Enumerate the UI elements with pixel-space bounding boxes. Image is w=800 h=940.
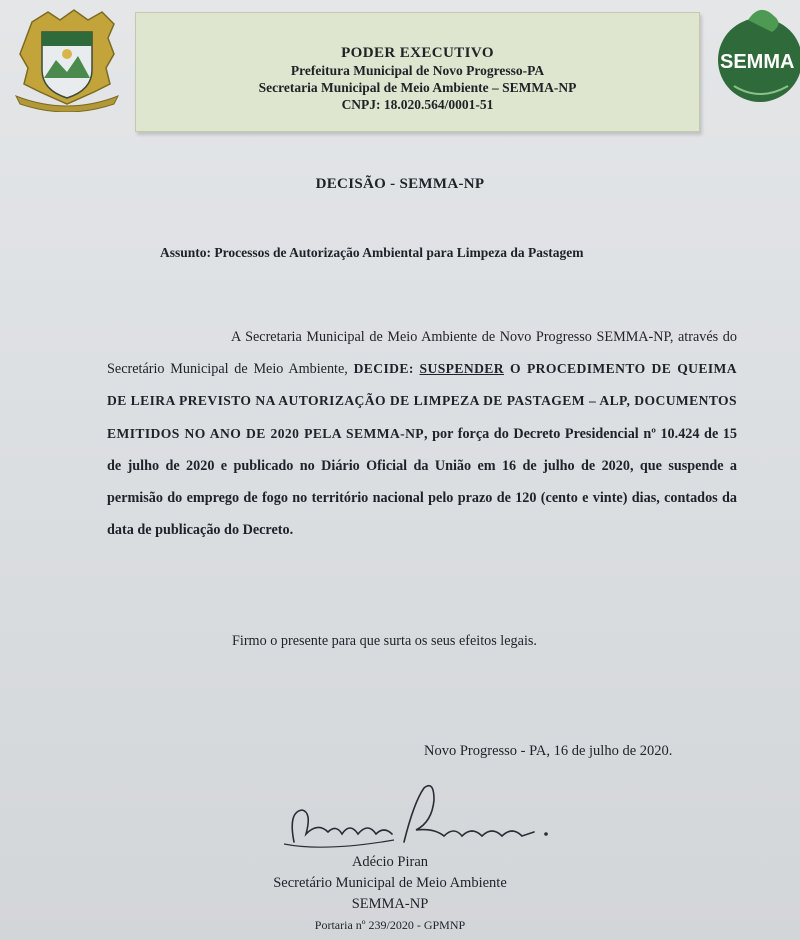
body-caps-statement: O PROCEDIMENTO DE QUEIMA DE LEIRA PREVISTO NA AUTORIZAÇÃO DE LIMPEZA DE PASTAGEM – ALP, DOCUMENTOS EMITIDOS NO ANO DE 2020 PELA SEMMA-NP [107,361,738,441]
letterhead-line-3: Secretaria Municipal de Meio Ambiente – SEMMA-NP [258,80,577,95]
letterhead-line-2: Prefeitura Municipal de Novo Progresso-PA [290,63,545,78]
firmo-statement: Firmo o presente para que surta os seus efeitos legais. [232,633,537,649]
body-decide: DECIDE: [353,361,414,377]
semma-logo-text: SEMMA [720,51,795,73]
handwritten-signature-icon [284,782,564,860]
letterhead-line-4: CNPJ: 18.020.564/0001-51 [341,97,494,112]
document-title: DECISÃO - SEMMA-NP [315,176,485,192]
signer-org: SEMMA-NP [351,896,429,912]
document-subject: Assunto: Processos de Autorização Ambiental para Limpeza da Pastagem [160,245,584,260]
municipal-crest-icon [14,8,120,112]
signer-role: Secretário Municipal de Meio Ambiente [273,875,507,891]
signer-name: Adécio Piran [351,854,429,870]
body-intro: A Secretaria Municipal de Meio Ambiente de Novo Progresso SEMMA-NP, através do Secretário Municipal de Meio Ambiente, [107,329,737,378]
signer-portaria: Portaria nº 239/2020 - GPMNP [314,918,466,932]
body-suspender: SUSPENDER [419,361,504,377]
signature-block [240,852,540,936]
dateline: Novo Progresso - PA, 16 de julho de 2020. [424,743,673,759]
semma-logo-icon [712,6,800,104]
letterhead-line-1: PODER EXECUTIVO [341,45,494,61]
body-closing: , por força do Decreto Presidencial nº 10.424 de 15 de julho de 2020 e publicado no Diário Oficial da União em 16 de julho de 2020, que suspende a permisão do emprego de fogo no território nacional pelo prazo de 120 (cento e vinte) dias, contados da data de publicação do Decreto. [107,425,737,539]
letterhead-box [135,12,700,132]
document-body [107,321,737,546]
